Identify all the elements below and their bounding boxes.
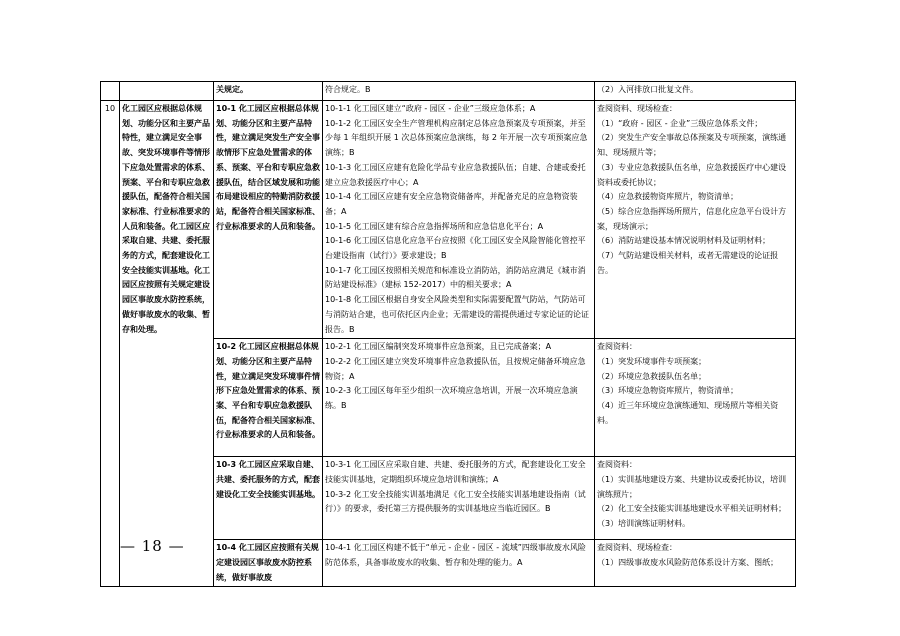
section-number: 10: [101, 101, 120, 587]
check-line: 查阅资料、现场检查：: [597, 104, 677, 113]
check-line: （4）近三年环境应急演练通知、现场照片等相关资料。: [597, 401, 779, 425]
item-cell: 关规定。: [214, 82, 323, 101]
check-line: （1）“政府 - 园区 - 企业”三级应急体系文件；: [597, 118, 763, 128]
detail-cell: [323, 457, 595, 540]
check-cell: [595, 457, 796, 540]
check-line: 查阅资料、现场检查：: [597, 543, 677, 553]
check-line: （1）实训基地建设方案、共建协议或委托协议，培训演练照片；: [597, 474, 787, 499]
detail-cell: 符合规定。B: [323, 82, 595, 101]
item-cell: 10-1 化工园区应根据总体规划、功能分区和主要产品特性，建立满足突发生产安全事故情形下应急处置需求的体系、预案、平台和专职应急救援队伍，结合区域发展和功能布局建设相应的特勤消防救援站，配备符合相关国家标准、行业标准要求的人员和装备。: [214, 101, 323, 339]
check-line: 查阅资料：: [597, 460, 637, 470]
check-cell: [595, 540, 796, 587]
check-line: （2）化工安全技能实训基地建设水平相关证明材料；: [597, 504, 787, 514]
check-cell: [595, 101, 796, 339]
check-line: （3）专业应急救援队伍名单，应急救援医疗中心建设资料或委托协议；: [597, 162, 787, 187]
check-cell: [595, 339, 796, 457]
detail-cell: [323, 101, 595, 339]
detail-line: 10-2-2 化工园区建立突发环境事件应急救援队伍，且按规定储备环境应急物资；A: [325, 356, 586, 381]
check-line: （6）消防站建设基本情况说明材料及证明材料；: [597, 236, 771, 246]
section-requirement: 化工园区应根据总体规划、功能分区和主要产品特性，建立满足安全事故、突发环境事件等情形下应急处置需求的体系、预案、平台和专职应急救援队伍，配备符合相关国家标准、行业标准要求的人员和装备。化工园区应采取自建、共建、委托服务的方式，配套建设化工安全技能实训基地。化工园区应按照有关规定建设园区事故废水防控系统，做好事故废水的收集、暂存和处理。: [120, 101, 214, 587]
check-line: （1）突发环境事件专项预案；: [597, 356, 707, 366]
detail-line: 10-3-2 化工安全技能实训基地满足《化工安全技能实训基地建设指南（试行）》的要求，委托第三方提供服务的实训基地应当临近园区。B: [325, 489, 586, 514]
check-line: （4）应急救援物资库照片，物资清单；: [597, 192, 739, 202]
page-number: — 18 —: [120, 537, 185, 555]
check-line: （3）培训演练证明材料。: [597, 519, 691, 529]
detail-line: 10-1-4 化工园区应建有安全应急物资储备库，并配备充足的应急物资装备；A: [325, 192, 578, 216]
detail-line: 10-3-1 化工园区应采取自建、共建、委托服务的方式，配套建设化工安全技能实训基地，定期组织环境应急培训和演练；A: [325, 460, 586, 484]
item-cell: 10-2 化工园区应根据总体规划、功能分区和主要产品特性，建立满足突发环境事件情形下应急处置需求的体系、预案、平台和专职应急救援队伍，配备符合相关国家标准、行业标准要求的人员和装备。: [214, 339, 323, 457]
item-cell: 10-3 化工园区应采取自建、共建、委托服务的方式，配套建设化工安全技能实训基地。: [214, 457, 323, 540]
detail-line: 10-1-6 化工园区信息化应急平台应按照《化工园区安全风险智能化管控平台建设指南（试行）》要求建设；B: [325, 236, 586, 261]
detail-line: 10-4-1 化工园区构建不低于“单元 - 企业 - 园区 - 流域”四级事故废水风险防范体系，具备事故废水的收集、暂存和处理的能力。A: [325, 543, 586, 567]
detail-line: 10-1-7 化工园区按照相关规范和标准设立消防站，消防站应满足《城市消防站建设标准》（建标 152-2017）中的相关要求；A: [325, 265, 586, 290]
detail-line: 10-2-1 化工园区编制突发环境事件应急预案，且已完成备案；A: [325, 342, 552, 352]
requirements-table: [100, 81, 796, 587]
detail-line: 10-1-3 化工园区应建有危险化学品专业应急救援队伍；自建、合建或委托建立应急救援医疗中心；A: [325, 162, 586, 187]
check-line: 查阅资料：: [597, 342, 637, 352]
check-line: （5）综合应急指挥场所照片，信息化应急平台设计方案，现场演示；: [597, 206, 787, 231]
check-line: （2）突发生产安全事故总体预案及专项预案，演练通知、现场照片等；: [597, 133, 787, 158]
detail-line: 10-1-8 化工园区根据自身安全风险类型和实际需要配置气防站，气防站可与消防站合建，也可依托区内企业；无需建设的需提供通过专家论证的论证报告。B: [325, 295, 589, 334]
check-cell: （2）入河排放口批复文件。: [595, 82, 796, 101]
check-line: （1）四级事故废水风险防范体系设计方案、图纸；: [597, 557, 779, 567]
check-line: （3）环境应急物资库照片，物资清单；: [597, 386, 739, 396]
detail-cell: [323, 540, 595, 587]
detail-line: 10-2-3 化工园区每年至少组织一次环境应急培训，开展一次环境应急演练。B: [325, 386, 578, 411]
check-line: （2）环境应急救援队伍名单；: [597, 371, 707, 381]
requirement-cell: [120, 82, 214, 101]
detail-line: 10-1-1 化工园区建立“政府 - 园区 - 企业”三级应急体系；A: [325, 104, 536, 113]
detail-cell: [323, 339, 595, 457]
table-row: [101, 101, 796, 339]
table-row: [101, 82, 796, 101]
number-cell: [101, 82, 120, 101]
item-cell: 10-4 化工园区应按照有关规定建设园区事故废水防控系统，做好事故废: [214, 540, 323, 587]
check-line: （7）气防站建设相关材料，或者无需建设的论证报告。: [597, 251, 779, 275]
detail-line: 10-1-5 化工园区建有综合应急指挥场所和应急信息化平台；A: [325, 221, 544, 231]
detail-line: 10-1-2 化工园区安全生产管理机构应制定总体应急预案及专项预案，并至少每 1 年组织开展 1 次总体预案应急演练，每 2 年开展一次专项预案应急演练；B: [325, 118, 588, 158]
